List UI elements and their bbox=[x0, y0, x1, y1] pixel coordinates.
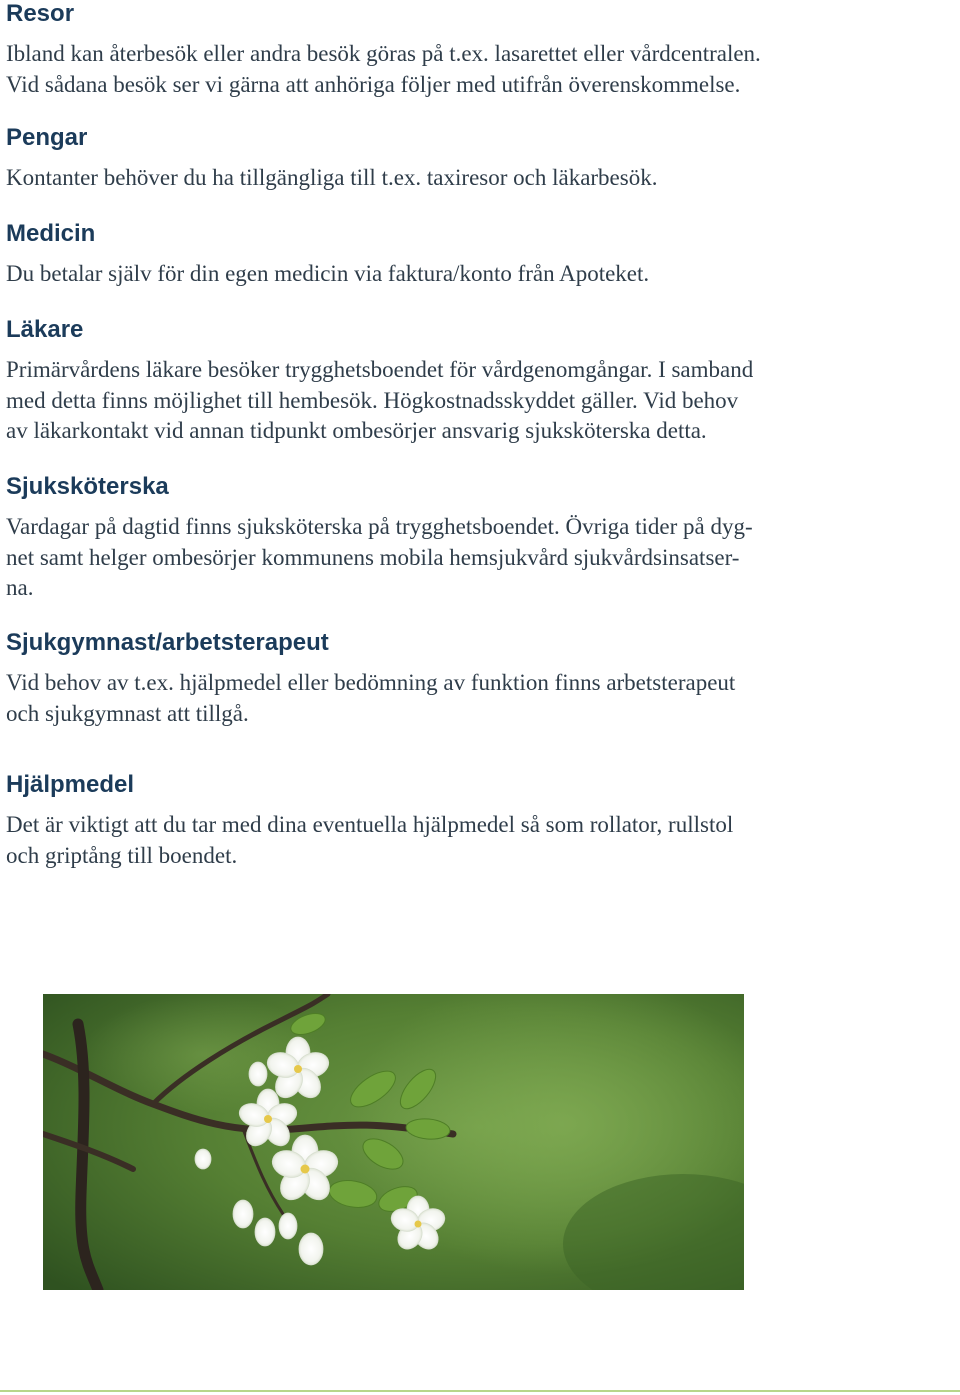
heading-pengar: Pengar bbox=[6, 124, 88, 151]
flowering-branch-icon bbox=[43, 994, 744, 1290]
paragraph-sjukskoterska: Vardagar på dagtid finns sjuksköterska på trygghetsboendet. Övriga tider på dyg- net samt helger ombesörjer kommunens mobila hemsjukvård sjukvårdsinsatser- na. bbox=[6, 514, 753, 600]
section-lakare bbox=[6, 316, 806, 447]
paragraph-hjalpmedel: Det är viktigt att du tar med dina eventuella hjälpmedel så som rollator, rullstol och griptång till boendet. bbox=[6, 812, 734, 868]
section-sjukskoterska bbox=[6, 473, 806, 604]
section-medicin bbox=[6, 220, 806, 290]
heading-hjalpmedel: Hjälpmedel bbox=[6, 771, 135, 798]
heading-resor: Resor bbox=[6, 0, 75, 27]
paragraph-resor: Ibland kan återbesök eller andra besök göras på t.ex. lasarettet eller vårdcentralen. Vid sådana besök ser vi gärna att anhöriga följer med utifrån överenskommelse. bbox=[6, 41, 761, 97]
section-resor bbox=[6, 0, 806, 100]
heading-medicin: Medicin bbox=[6, 220, 96, 247]
section-hjalpmedel bbox=[6, 771, 806, 871]
heading-lakare: Läkare bbox=[6, 316, 84, 343]
paragraph-pengar: Kontanter behöver du ha tillgängliga till t.ex. taxiresor och läkarbesök. bbox=[6, 165, 658, 190]
paragraph-lakare: Primärvårdens läkare besöker trygghetsboendet för vårdgenomgångar. I samband med detta finns möjlighet till hembesök. Högkostnadsskyddet gäller. Vid behov av läkarkontakt vid annan tidpunkt ombesörjer ansvarig sjuksköterska detta. bbox=[6, 357, 754, 443]
paragraph-medicin: Du betalar själv för din egen medicin via faktura/konto från Apoteket. bbox=[6, 261, 650, 286]
section-sjukgymnast bbox=[6, 629, 806, 729]
flowering-branch-photo bbox=[43, 994, 744, 1290]
heading-sjukskoterska: Sjuksköterska bbox=[6, 473, 169, 500]
heading-sjukgymnast: Sjukgymnast/arbetsterapeut bbox=[6, 629, 329, 656]
footer-rule bbox=[0, 1390, 960, 1392]
section-pengar bbox=[6, 124, 806, 194]
paragraph-sjukgymnast: Vid behov av t.ex. hjälpmedel eller bedömning av funktion finns arbetsterapeut och sjukgymnast att tillgå. bbox=[6, 670, 736, 726]
